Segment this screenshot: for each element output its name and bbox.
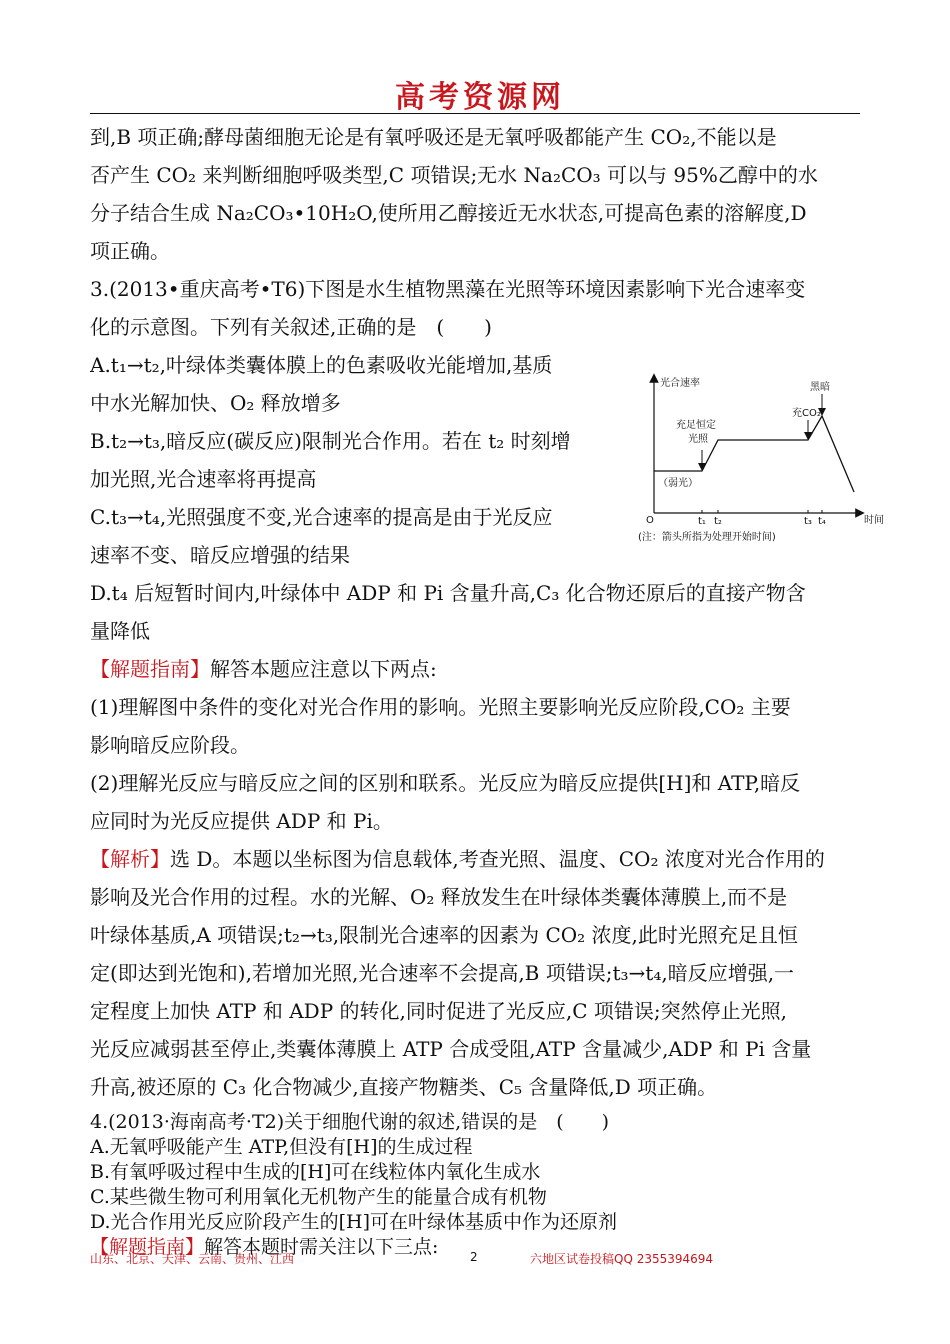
option-b: B.有氧呼吸过程中生成的[H]可在线粒体内氧化生成水	[90, 1161, 541, 1183]
annotation-dark: 黑暗	[810, 382, 830, 393]
guide-point: 影响暗反应阶段。	[90, 733, 250, 757]
option-d: 量降低	[90, 619, 150, 643]
annotation-light-2: 光照	[688, 434, 708, 445]
analysis-line: 光反应减弱甚至停止,类囊体薄膜上 ATP 合成受阻,ATP 含量减少,ADP 和 Pi 含量	[90, 1037, 812, 1061]
option-a: A.t₁→t₂,叶绿体类囊体膜上的色素吸收光能增加,基质	[90, 353, 553, 377]
tick-label-t4: t₄	[818, 516, 826, 527]
origin-label: O	[646, 515, 654, 526]
text-line: 项正确。	[90, 239, 170, 263]
page-number: 2	[470, 1250, 478, 1264]
guide-point: (2)理解光反应与暗反应之间的区别和联系。光反应为暗反应提供[H]和 ATP,暗反	[90, 771, 801, 795]
analysis-line: 影响及光合作用的过程。水的光解、O₂ 释放发生在叶绿体类囊体薄膜上,而不是	[90, 885, 788, 909]
y-axis-label: 光合速率	[660, 378, 700, 389]
option-b: 加光照,光合速率将再提高	[90, 467, 317, 491]
guide-point: 应同时为光反应提供 ADP 和 Pi。	[90, 809, 393, 833]
guide-text: 解答本题时需关注以下三点:	[204, 1236, 439, 1258]
guide-tag: 【解题指南】	[90, 657, 210, 681]
footer-contact: 六地区试卷投稿QQ 2355394694	[530, 1252, 714, 1266]
solving-guide	[90, 650, 865, 688]
analysis-tag: 【解析】	[90, 847, 170, 871]
annotation-co2: 充CO₂	[792, 408, 821, 419]
site-logo: 高考资源网	[395, 80, 565, 115]
question-3-stem: 3.(2013•重庆高考•T6)下图是水生植物黑藻在光照等环境因素影响下光合速率变	[90, 277, 806, 301]
page-footer	[90, 1250, 860, 1270]
guide-tag: 【解题指南】	[90, 1236, 205, 1258]
text-line: 否产生 CO₂ 来判断细胞呼吸类型,C 项错误;无水 Na₂CO₃ 可以与 95%乙醇中的水	[90, 163, 818, 187]
tick-label-t2: t₂	[714, 516, 722, 527]
header-divider	[90, 113, 860, 114]
tick-label-t3: t₃	[804, 516, 812, 527]
option-c: 速率不变、暗反应增强的结果	[90, 543, 350, 567]
option-b: B.t₂→t₃,暗反应(碳反应)限制光合作用。若在 t₂ 时刻增	[90, 429, 571, 453]
option-d: D.光合作用光反应阶段产生的[H]可在叶绿体基质中作为还原剂	[90, 1211, 617, 1233]
option-a: A.无氧呼吸能产生 ATP,但没有[H]的生成过程	[90, 1136, 473, 1158]
footer-regions: 山东、北京、天津、云南、贵州、江西	[90, 1252, 295, 1266]
figure-svg	[632, 370, 897, 548]
analysis-line: 定(即达到光饱和),若增加光照,光合速率不会提高,B 项错误;t₃→t₄,暗反应增强,一	[90, 961, 795, 985]
photosynthesis-rate-figure	[632, 370, 897, 548]
question-3-stem: 化的示意图。下列有关叙述,正确的是 ( )	[90, 315, 492, 339]
option-d: D.t₄ 后短暂时间内,叶绿体中 ADP 和 Pi 含量升高,C₃ 化合物还原后的直接产物含	[90, 581, 806, 605]
text-line: 分子结合生成 Na₂CO₃•10H₂O,使所用乙醇接近无水状态,可提高色素的溶解度,D	[90, 201, 807, 225]
page-content	[90, 118, 865, 1260]
option-c: C.某些微生物可利用氧化无机物产生的能量合成有机物	[90, 1186, 547, 1208]
analysis-line: 升高,被还原的 C₃ 化合物减少,直接产物糖类、C₅ 含量降低,D 项正确。	[90, 1075, 718, 1099]
annotation-weak-light: （弱光）	[658, 478, 698, 489]
option-c: C.t₃→t₄,光照强度不变,光合速率的提高是由于光反应	[90, 505, 553, 529]
x-axis-label: 时间	[864, 515, 884, 526]
text-line: 到,B 项正确;酵母菌细胞无论是有氧呼吸还是无氧呼吸都能产生 CO₂,不能以是	[90, 125, 777, 149]
question-4-stem: 4.(2013·海南高考·T2)关于细胞代谢的叙述,错误的是 ( )	[90, 1111, 610, 1133]
analysis	[90, 840, 865, 878]
tick-label-t1: t₁	[698, 516, 706, 527]
guide-point: (1)理解图中条件的变化对光合作用的影响。光照主要影响光反应阶段,CO₂ 主要	[90, 695, 791, 719]
option-a: 中水光解加快、O₂ 释放增多	[90, 391, 341, 415]
analysis-text: 选 D。本题以坐标图为信息载体,考查光照、温度、CO₂ 浓度对光合作用的	[170, 847, 825, 871]
guide-text: 解答本题应注意以下两点:	[210, 657, 437, 681]
figure-note: (注：箭头所指为处理开始时间)	[638, 532, 776, 543]
annotation-light-1: 充足恒定	[676, 420, 716, 431]
analysis-line: 叶绿体基质,A 项错误;t₂→t₃,限制光合速率的因素为 CO₂ 浓度,此时光照充足且恒	[90, 923, 798, 947]
analysis-line: 定程度上加快 ATP 和 ADP 的转化,同时促进了光反应,C 项错误;突然停止光照,	[90, 999, 787, 1023]
